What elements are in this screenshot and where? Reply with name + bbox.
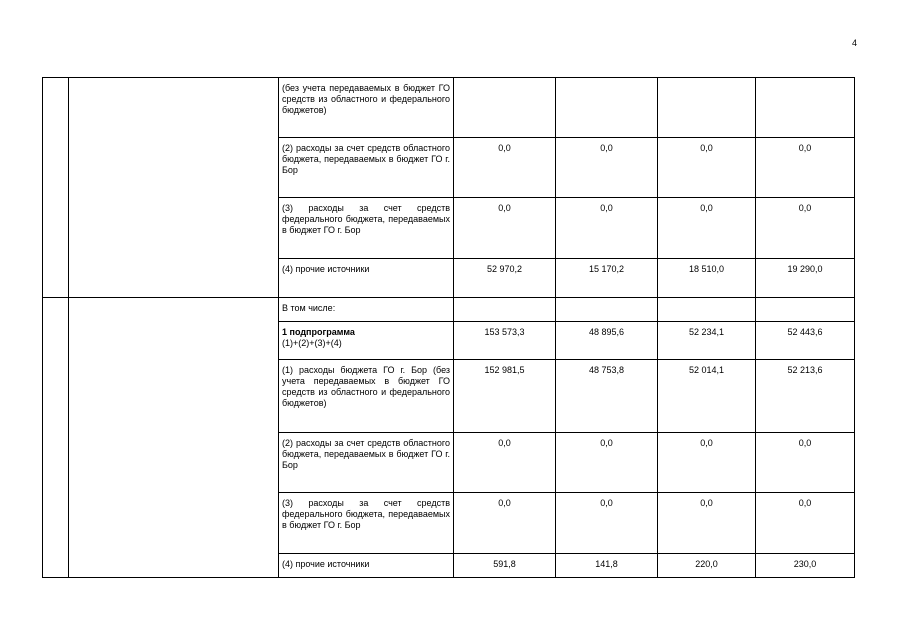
value-cell: 153 573,3	[454, 322, 556, 360]
table-row	[43, 298, 855, 322]
value-cell: 0,0	[454, 493, 556, 554]
value-cell: 52 443,6	[756, 322, 855, 360]
row-number-cell	[43, 298, 69, 578]
value-cell	[658, 298, 756, 322]
value-cell	[454, 298, 556, 322]
program-name-cell	[69, 298, 279, 578]
value-cell: 0,0	[454, 433, 556, 493]
funding-source-cell: (2) расходы за счет средств областного бюджета, передаваемых в бюджет ГО г. Бор	[279, 138, 454, 198]
value-cell: 0,0	[756, 433, 855, 493]
value-cell: 18 510,0	[658, 259, 756, 298]
value-cell	[756, 298, 855, 322]
value-cell: 19 290,0	[756, 259, 855, 298]
subprogram-cell	[279, 322, 454, 360]
value-cell: 0,0	[658, 138, 756, 198]
funding-source-cell: (3) расходы за счет средств федерального бюджета, передаваемых в бюджет ГО г. Бор	[279, 493, 454, 554]
value-cell: 52 213,6	[756, 360, 855, 433]
subprogram-formula: (1)+(2)+(3)+(4)	[282, 338, 342, 348]
value-cell	[556, 78, 658, 138]
row-number-cell	[43, 78, 69, 298]
value-cell	[658, 78, 756, 138]
value-cell: 52 970,2	[454, 259, 556, 298]
program-name-cell	[69, 78, 279, 298]
value-cell: 220,0	[658, 554, 756, 578]
funding-source-cell: (1) расходы бюджета ГО г. Бор (без учета передаваемых в бюджет ГО средств из областного и федерального бюджетов)	[279, 360, 454, 433]
value-cell: 0,0	[556, 493, 658, 554]
value-cell: 0,0	[658, 493, 756, 554]
value-cell: 0,0	[454, 138, 556, 198]
value-cell: 0,0	[454, 198, 556, 259]
funding-source-cell: (3) расходы за счет средств федерального бюджета, передаваемых в бюджет ГО г. Бор	[279, 198, 454, 259]
page-number: 4	[852, 38, 858, 48]
value-cell: 15 170,2	[556, 259, 658, 298]
intro-cell: В том числе:	[279, 298, 454, 322]
value-cell: 152 981,5	[454, 360, 556, 433]
funding-source-cell: (4) прочие источники	[279, 259, 454, 298]
value-cell: 0,0	[756, 493, 855, 554]
value-cell: 0,0	[556, 433, 658, 493]
value-cell	[756, 78, 855, 138]
subprogram-title: 1 подпрограмма	[282, 327, 355, 337]
value-cell: 141,8	[556, 554, 658, 578]
value-cell	[556, 298, 658, 322]
value-cell: 48 753,8	[556, 360, 658, 433]
value-cell: 0,0	[756, 198, 855, 259]
value-cell: 0,0	[658, 198, 756, 259]
funding-source-cell: (без учета передаваемых в бюджет ГО средств из областного и федерального бюджетов)	[279, 78, 454, 138]
funding-source-cell: (2) расходы за счет средств областного бюджета, передаваемых в бюджет ГО г. Бор	[279, 433, 454, 493]
value-cell: 0,0	[556, 198, 658, 259]
value-cell: 52 014,1	[658, 360, 756, 433]
value-cell	[454, 78, 556, 138]
value-cell: 230,0	[756, 554, 855, 578]
funding-source-cell: (4) прочие источники	[279, 554, 454, 578]
value-cell: 0,0	[658, 433, 756, 493]
budget-table	[42, 77, 855, 578]
value-cell: 52 234,1	[658, 322, 756, 360]
value-cell: 0,0	[556, 138, 658, 198]
value-cell: 591,8	[454, 554, 556, 578]
table-row	[43, 78, 855, 138]
value-cell: 48 895,6	[556, 322, 658, 360]
value-cell: 0,0	[756, 138, 855, 198]
